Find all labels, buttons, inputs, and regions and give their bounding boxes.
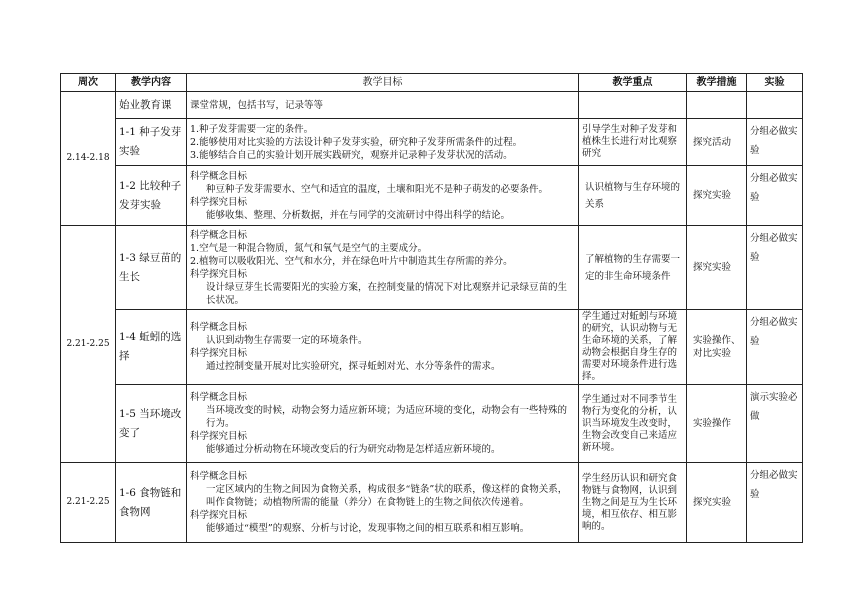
week-cell: 2.21-2.25 (61, 226, 116, 463)
header-week: 周次 (61, 74, 116, 92)
goal-line: 能够通过分析动物在环境改变后的行为研究动物是怎样适应新环境的。 (206, 444, 501, 455)
content-cell: 1-4 蚯蚓的选择 (116, 310, 187, 385)
content-cell: 1-5 当环境改变了 (116, 385, 187, 463)
goal-line: 1.种子发芽需要一定的条件。 (190, 123, 314, 135)
header-experiment: 实验 (747, 74, 803, 92)
experiment-cell: 分组必做实验 (747, 463, 803, 543)
goal-line: 一定区域内的生物之间因为食物关系，构成很多“链条”状的联系，像这样的食物关系，叫作食物链；动植物所需的能量（养分）在食物链上的生物之间依次传递着。 (206, 484, 568, 508)
focus-cell: 认识植物与生存环境的关系 (579, 166, 687, 226)
goal-line: 科学概念目标 (190, 229, 248, 241)
goal-line: 2.植物可以吸收阳光、空气和水分，并在绿色叶片中制造其生存所需的养分。 (190, 255, 513, 267)
focus-cell: 引导学生对种子发芽和植株生长进行对比观察研究 (579, 119, 687, 166)
focus-cell: 学生经历认识和研究食物链与食物网，认识到生物之间是互为生长环境，相互依存、相互影响的。 (579, 463, 687, 543)
measure-cell: 实验操作、对比实验 (687, 310, 747, 385)
measure-cell: 探究实验 (687, 226, 747, 310)
goal-line: 科学概念目标 (190, 322, 248, 333)
experiment-cell (747, 92, 803, 119)
goal-line: 1.空气是一种混合物质，氮气和氧气是空气的主要成分。 (190, 242, 428, 254)
table-row (61, 463, 803, 543)
goal-line: 科学探究目标 (190, 268, 248, 280)
goal-line: 当环境改变的时候，动物会努力适应新环境；为适应环境的变化，动物会有一些特殊的行为。 (206, 405, 568, 429)
table-row (61, 310, 803, 385)
teaching-plan-table (60, 73, 803, 543)
goal-cell (187, 463, 579, 543)
goal-line: 设计绿豆芽生长需要阳光的实验方案，在控制变量的情况下对比观察并记录绿豆苗的生长状况。 (206, 281, 568, 306)
header-focus: 教学重点 (579, 74, 687, 92)
table-row (61, 226, 803, 310)
focus-cell: 学生通过对蚯蚓与环境的研究，认识动物与无生命环境的关系，了解动物会根据自身生存的需要对环境条件进行选择。 (579, 310, 687, 385)
measure-cell: 探究活动 (687, 119, 747, 166)
goal-line: 科学探究目标 (190, 196, 248, 208)
header-row (61, 74, 803, 92)
content-cell: 1-2 比较种子发芽实验 (116, 166, 187, 226)
experiment-cell: 分组必做实验 (747, 119, 803, 166)
week-cell: 2.21-2.25 (61, 463, 116, 543)
goal-line: 科学概念目标 (190, 170, 248, 182)
goal-line: 科学概念目标 (190, 471, 248, 482)
goal-cell (187, 385, 579, 463)
goal-cell (187, 166, 579, 226)
header-measure: 教学措施 (687, 74, 747, 92)
goal-line: 2.能够使用对比实验的方法设计种子发芽实验，研究种子发芽所需条件的过程。 (190, 136, 523, 148)
goal-cell (187, 226, 579, 310)
focus-cell: 学生通过对不同季节生物行为变化的分析，认识当环境发生改变时，生物会改变自己来适应新环境。 (579, 385, 687, 463)
goal-line: 科学探究目标 (190, 431, 248, 442)
goal-line: 能够通过“模型”的观察、分析与讨论，发现事物之间的相互联系和相互影响。 (206, 523, 530, 534)
goal-line: 科学探究目标 (190, 510, 248, 521)
table-row (61, 119, 803, 166)
content-cell: 1-6 食物链和食物网 (116, 463, 187, 543)
goal-line: 认识到动物生存需要一定的环境条件。 (206, 335, 368, 346)
experiment-cell: 分组必做实验 (747, 166, 803, 226)
goal-line: 通过控制变量开展对比实验研究，探寻蚯蚓对光、水分等条件的需求。 (206, 361, 501, 372)
measure-cell (687, 92, 747, 119)
table-row (61, 166, 803, 226)
measure-cell: 探究实验 (687, 166, 747, 226)
content-cell: 1-1 种子发芽实验 (116, 119, 187, 166)
experiment-cell: 演示实验必做 (747, 385, 803, 463)
goal-line: 科学探究目标 (190, 348, 248, 359)
week-cell: 2.14-2.18 (61, 92, 116, 226)
focus-cell (579, 92, 687, 119)
goal-line: 3.能够结合自己的实验计划开展实践研究，观察并记录种子发芽状况的活动。 (190, 149, 513, 161)
measure-cell: 实验操作 (687, 385, 747, 463)
goal-line: 种豆种子发芽需要水、空气和适宜的温度，土壤和阳光不是种子萌发的必要条件。 (206, 183, 549, 195)
content-cell: 1-3 绿豆苗的生长 (116, 226, 187, 310)
content-cell: 始业教育课 (116, 92, 187, 119)
table-row (61, 385, 803, 463)
goal-cell (187, 119, 579, 166)
header-content: 教学内容 (116, 74, 187, 92)
goal-line: 科学概念目标 (190, 392, 248, 403)
experiment-cell: 分组必做实验 (747, 310, 803, 385)
goal-cell (187, 92, 579, 119)
focus-cell: 了解植物的生存需要一定的非生命环境条件 (579, 226, 687, 310)
goal-cell (187, 310, 579, 385)
goal-line: 能够收集、整理、分析数据，并在与同学的交流研讨中得出科学的结论。 (206, 209, 511, 221)
measure-cell: 探究实验 (687, 463, 747, 543)
goal-line: 课堂常规，包括书写，记录等等 (190, 99, 324, 111)
table-row (61, 92, 803, 119)
header-goal: 教学目标 (187, 74, 579, 92)
experiment-cell: 分组必做实验 (747, 226, 803, 310)
